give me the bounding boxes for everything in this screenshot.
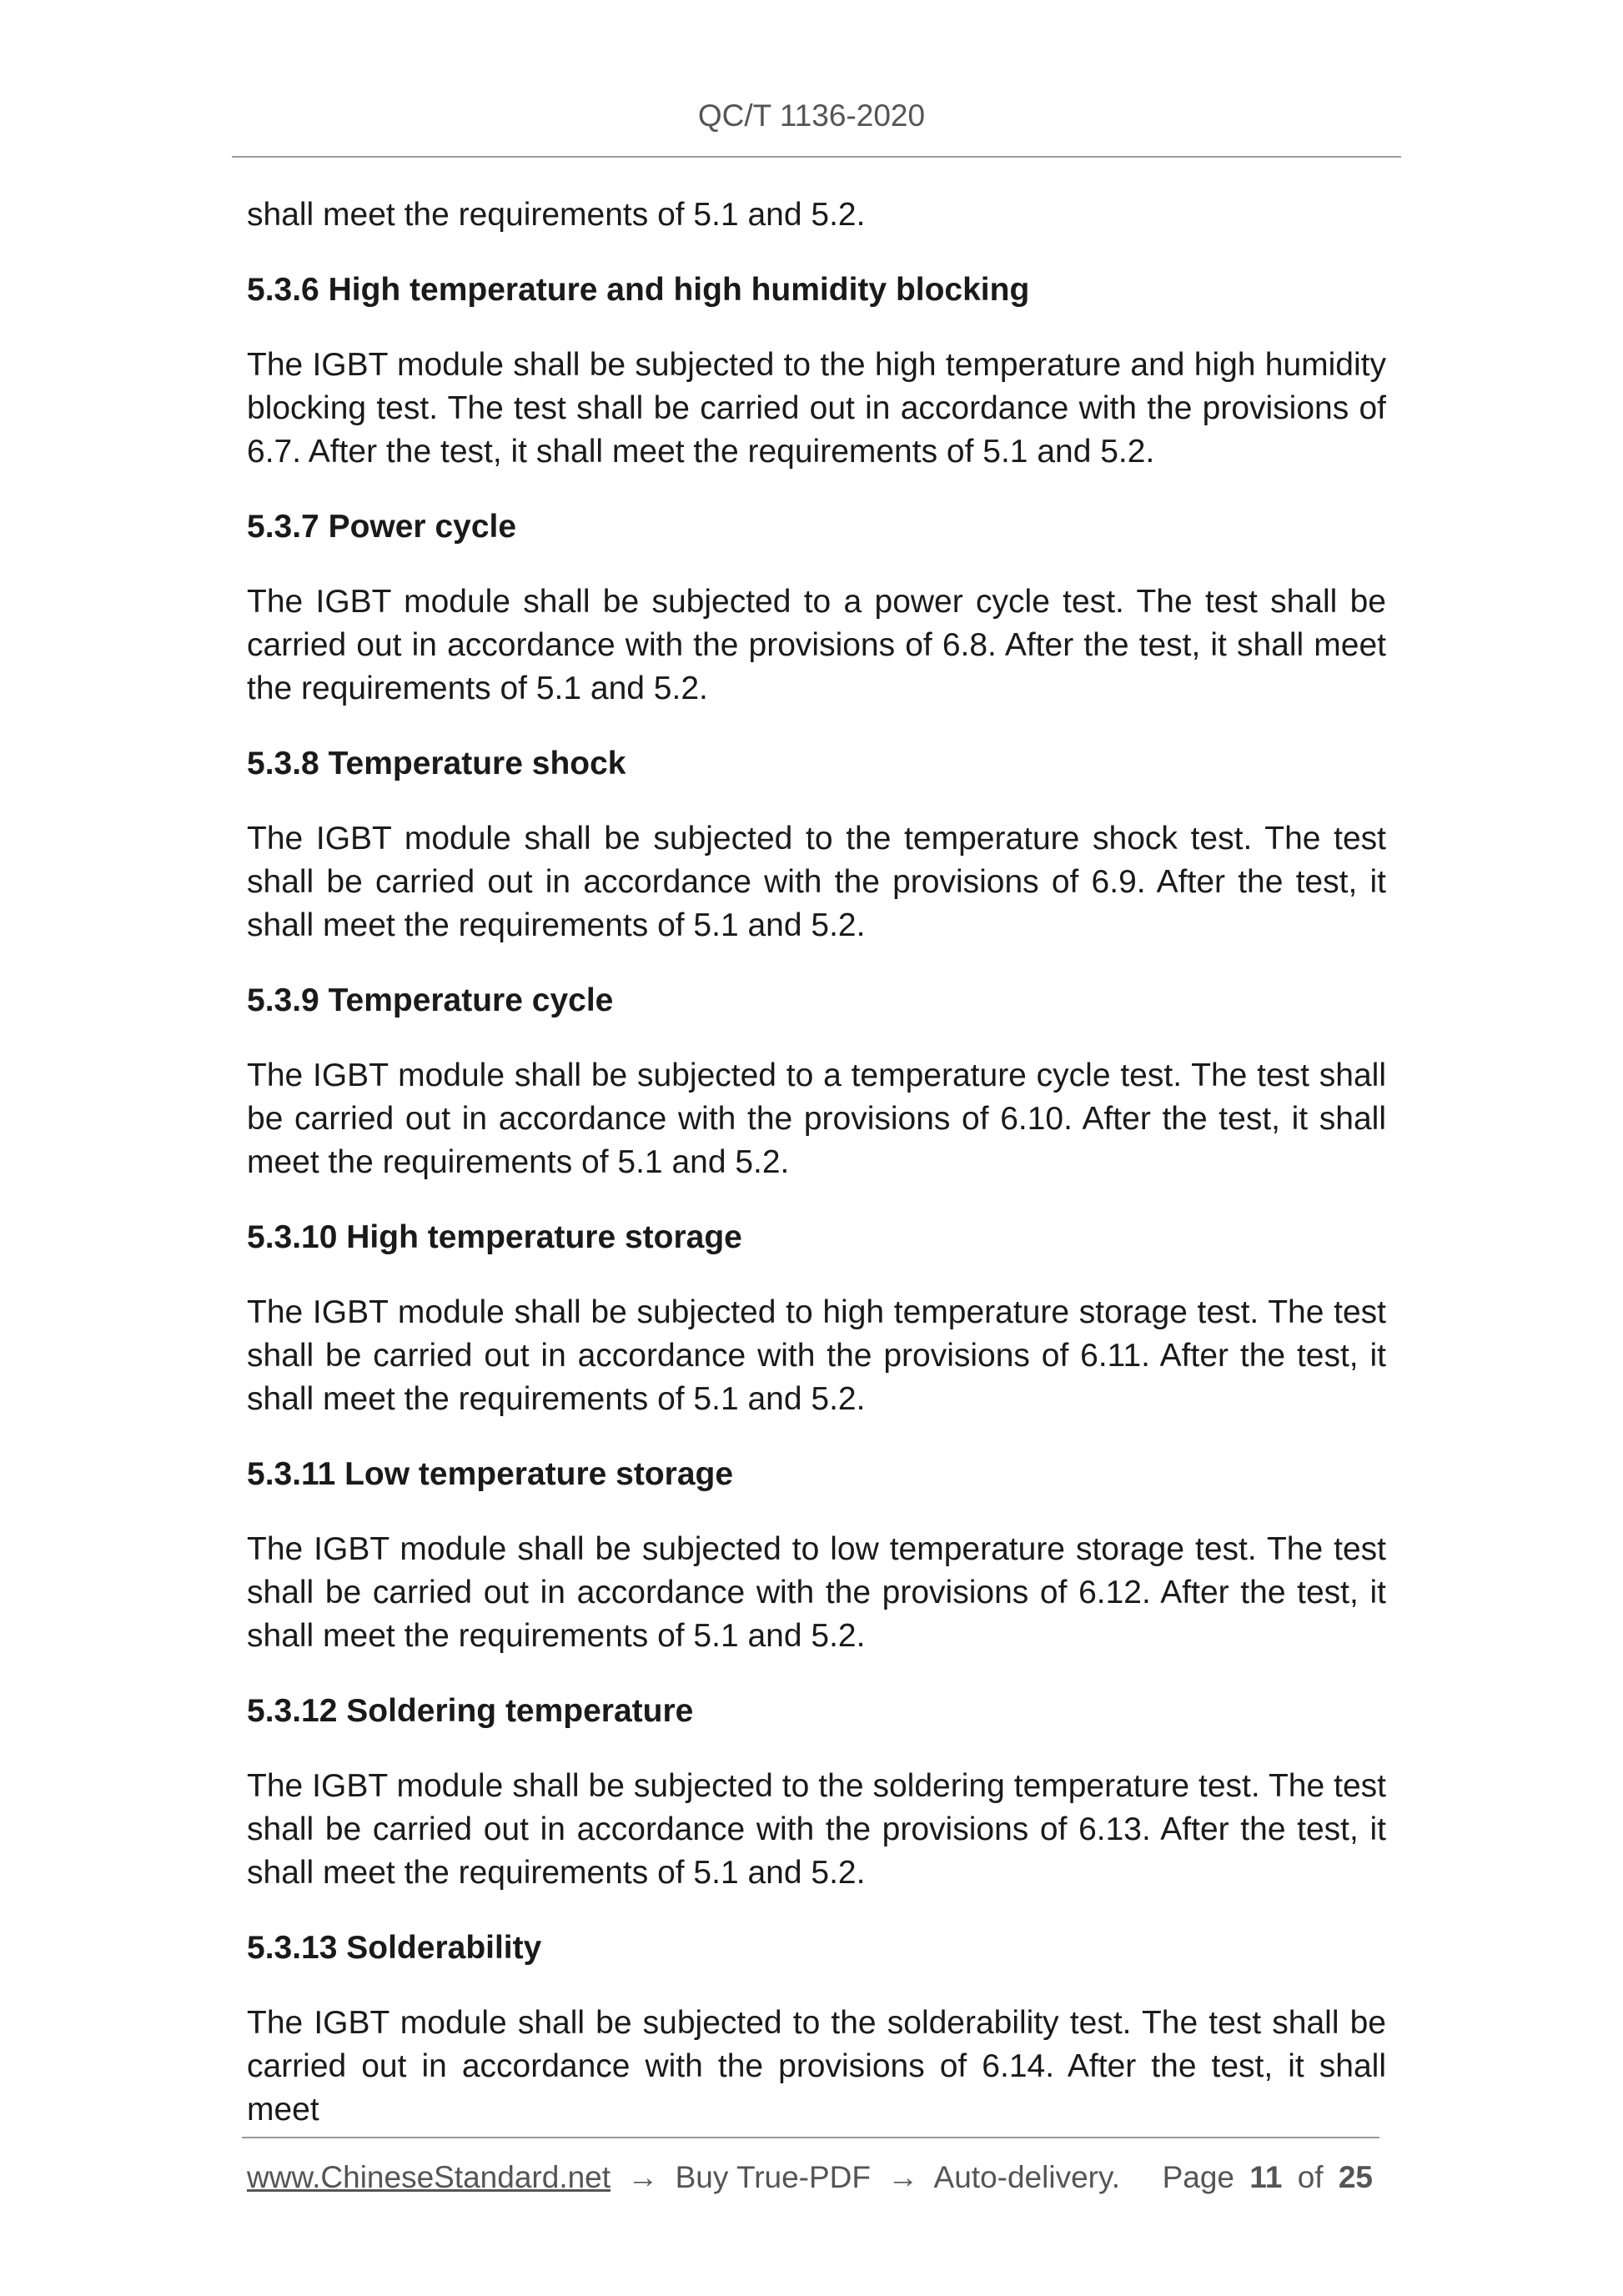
header-divider	[232, 156, 1401, 158]
intro-paragraph: shall meet the requirements of 5.1 and 5.2.	[247, 197, 866, 233]
of-label: of	[1297, 2160, 1324, 2194]
section-heading-5-3-7: 5.3.7 Power cycle	[247, 509, 517, 545]
page-footer	[247, 2160, 1379, 2202]
section-heading-5-3-11: 5.3.11 Low temperature storage	[247, 1456, 734, 1492]
page-label: Page	[1162, 2160, 1235, 2194]
section-heading-5-3-12: 5.3.12 Soldering temperature	[247, 1693, 694, 1729]
section-body-5-3-12: The IGBT module shall be subjected to the soldering temperature test. The test shall be carried out in accordance with the provisions of 6.13. After the test, it shall meet the requirements of 5.1 and 5.2.	[247, 1768, 1386, 1891]
section-heading-5-3-9: 5.3.9 Temperature cycle	[247, 982, 614, 1018]
section-body-5-3-6: The IGBT module shall be subjected to the high temperature and high humidity blocking test. The test shall be carried out in accordance with the provisions of 6.7. After the test, it shall meet the requirements of 5.1 and 5.2.	[247, 347, 1386, 470]
section-heading-5-3-10: 5.3.10 High temperature storage	[247, 1219, 742, 1255]
footer-divider	[242, 2137, 1379, 2138]
buy-text: Buy True-PDF	[675, 2160, 872, 2194]
arrow-right-icon: →	[887, 2160, 919, 2194]
document-body	[247, 193, 1386, 2163]
section-body-5-3-10: The IGBT module shall be subjected to high temperature storage test. The test shall be carried out in accordance with the provisions of 6.11. After the test, it shall meet the requirements of 5.1 and 5.2.	[247, 1294, 1386, 1417]
current-page-number: 11	[1249, 2160, 1283, 2194]
website-link[interactable]: www.ChineseStandard.net	[247, 2160, 611, 2194]
section-body-5-3-7: The IGBT module shall be subjected to a power cycle test. The test shall be carried out in accordance with the provisions of 6.8. After the test, it shall meet the requirements of 5.1 and 5.2.	[247, 584, 1386, 706]
delivery-text: Auto-delivery.	[933, 2160, 1121, 2194]
section-body-5-3-8: The IGBT module shall be subjected to the temperature shock test. The test shall be carried out in accordance with the provisions of 6.9. After the test, it shall meet the requirements of 5.1 and 5.2.	[247, 821, 1386, 943]
section-heading-5-3-13: 5.3.13 Solderability	[247, 1930, 542, 1966]
page-header: QC/T 1136-2020	[697, 98, 926, 133]
section-body-5-3-9: The IGBT module shall be subjected to a temperature cycle test. The test shall be carried out in accordance with the provisions of 6.10. After the test, it shall meet the requirements of 5.1 and 5.2.	[247, 1058, 1386, 1180]
footer-promo	[247, 2160, 1120, 2195]
total-pages-number: 25	[1338, 2160, 1373, 2194]
section-body-5-3-11: The IGBT module shall be subjected to low temperature storage test. The test shall be carried out in accordance with the provisions of 6.12. After the test, it shall meet the requirements of 5.1 and 5.2.	[247, 1531, 1386, 1654]
arrow-right-icon: →	[627, 2160, 659, 2194]
page-indicator	[1163, 2160, 1379, 2195]
section-heading-5-3-8: 5.3.8 Temperature shock	[247, 746, 626, 781]
section-heading-5-3-6: 5.3.6 High temperature and high humidity blocking	[247, 272, 1030, 308]
section-body-5-3-13: The IGBT module shall be subjected to the solderability test. The test shall be carried out in accordance with the provisions of 6.14. After the test, it shall meet	[247, 2005, 1386, 2128]
